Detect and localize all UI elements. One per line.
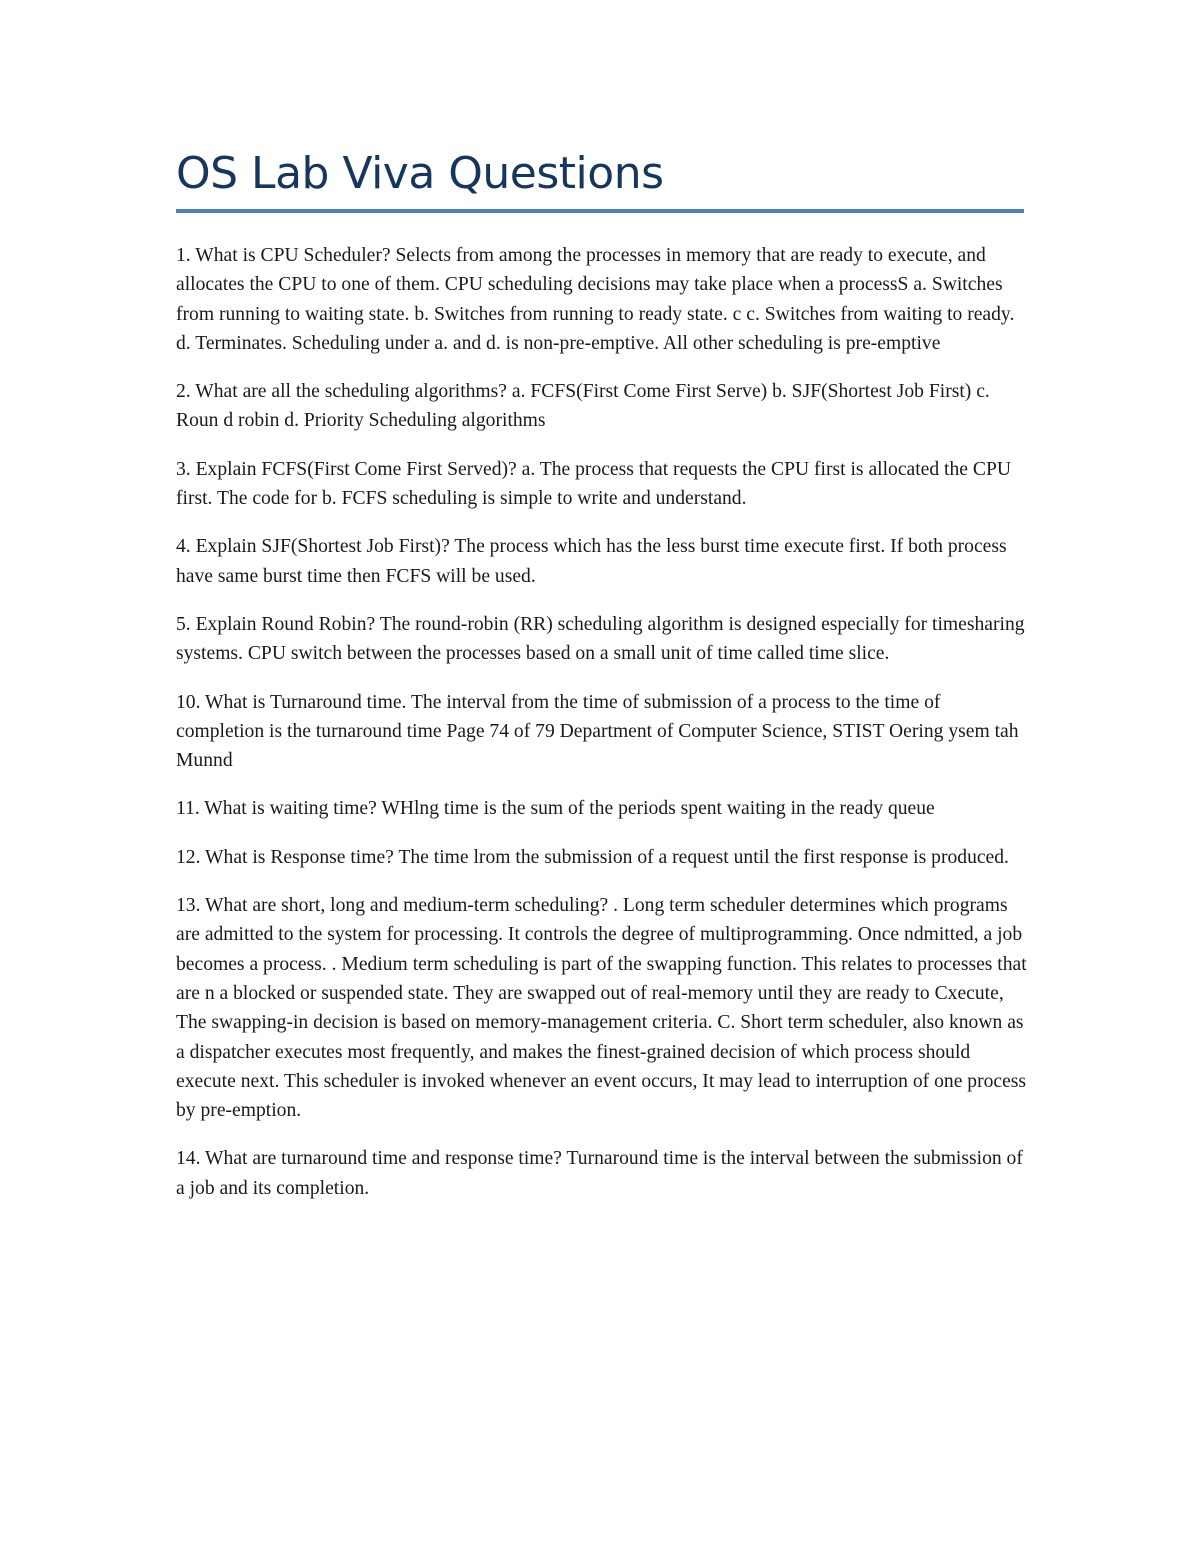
question-14-paragraph: 14. What are turnaround time and response time? Turnaround time is the interval between the submission of a job and its completion. [176,1148,1023,1199]
question-11-paragraph: 11. What is waiting time? WHlng time is the sum of the periods spent waiting in the ready queue [176,798,935,820]
question-3-paragraph: 3. Explain FCFS(First Come First Served)? a. The process that requests the CPU first is allocated the CPU first. The code for b. FCFS scheduling is simple to write and understand. [176,458,1012,510]
question-2-paragraph: 2. What are all the scheduling algorithms? a. FCFS(First Come First Serve) b. SJF(Shortest Job First) c. Roun d robin d. Priority Scheduling algorithms [176,381,990,432]
question-13-paragraph: 13. What are short, long and medium-term scheduling? . Long term scheduler determines which programs are admitted to the system for processing. It controls the degree of multiprogramming. Once ndmitted, a job becomes a process. . Medium term scheduling is part of the swapping function. This relates to processes that are n a blocked or suspended state. They are swapped out of real-memory until they are ready to Cxecute, The swapping-in decision is based on memory-management criteria. C. Short term scheduler, also known as a dispatcher executes most frequently, and makes the finest-grained decision of which process should execute next. This scheduler is invoked whenever an event occurs, It may lead to interruption of one process by pre-emption. [176,895,1027,1122]
question-10-paragraph: 10. What is Turnaround time. The interval from the time of submission of a process to the time of completion is the turnaround time Page 74 of 79 Department of Computer Science, STIST Oering ysem tah Munnd [176,691,1019,772]
page-title: OS Lab Viva Questions [176,148,664,199]
document-body [176,241,1028,1222]
question-4-paragraph: 4. Explain SJF(Shortest Job First)? The process which has the less burst time execute first. If both process have same burst time then FCFS will be used. [176,536,1007,587]
question-1-paragraph: 1. What is CPU Scheduler? Selects from among the processes in memory that are ready to execute, and allocates the CPU to one of them. CPU scheduling decisions may take place when a processS a. Switches from running to waiting state. b. Switches from running to ready state. c c. Switches from waiting to ready. d. Terminates. Scheduling under a. and d. is non-pre-emptive. All other scheduling is pre-emptive [176,245,1015,354]
title-underline-rule [176,209,1024,213]
question-12-paragraph: 12. What is Response time? The time lrom the submission of a request until the first response is produced. [176,846,1009,868]
question-5-paragraph: 5. Explain Round Robin? The round-robin (RR) scheduling algorithm is designed especially for timesharing systems. CPU switch between the processes based on a small unit of time called time slice. [176,613,1025,665]
